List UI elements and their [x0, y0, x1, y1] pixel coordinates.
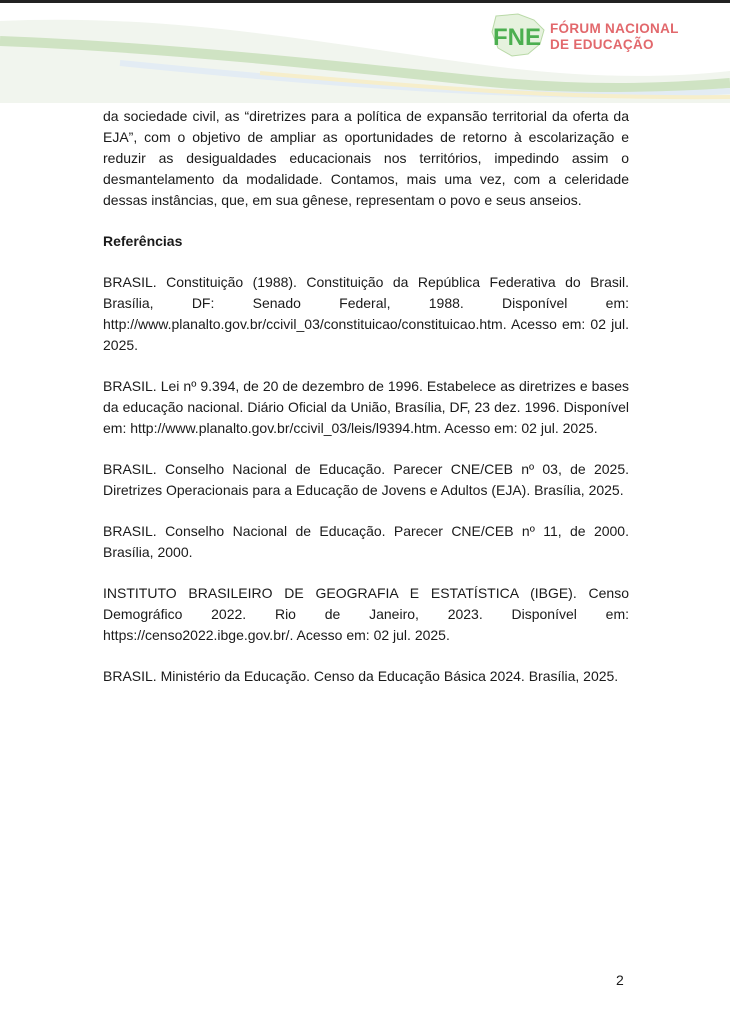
- intro-paragraph: da sociedade civil, as “diretrizes para a política de expansão territorial da oferta da EJA”, com o objetivo de ampliar as oportunidades de retorno à escolarização e reduzir as desigualdades educacionais nos territórios, impedindo assim o desmantelamento da modalidade. Contamos, mais uma vez, com a celeridade dessas instâncias, que, em sua gênese, representam o povo e seus anseios.: [103, 108, 629, 208]
- reference-item: BRASIL. Conselho Nacional de Educação. Parecer CNE/CEB nº 11, de 2000. Brasília, 2000.: [103, 523, 629, 560]
- fne-logo: [488, 12, 678, 58]
- page-number: 2: [616, 972, 624, 988]
- references-heading: Referências: [103, 233, 183, 249]
- reference-item: BRASIL. Lei nº 9.394, de 20 de dezembro de 1996. Estabelece as diretrizes e bases da educação nacional. Diário Oficial da União, Brasília, DF, 23 dez. 1996. Disponível em: http://www.planalto.gov.br/ccivil_03/leis/l9394.htm. Acesso em: 02 jul. 2025.: [103, 378, 629, 436]
- fne-logo-letters: FNE: [493, 24, 541, 51]
- reference-item: INSTITUTO BRASILEIRO DE GEOGRAFIA E ESTATÍSTICA (IBGE). Censo Demográfico 2022. Rio de Janeiro, 2023. Disponível em: https://censo2022.ibge.gov.br/. Acesso em: 02 jul. 2025.: [103, 585, 629, 643]
- reference-item: BRASIL. Conselho Nacional de Educação. Parecer CNE/CEB nº 03, de 2025. Diretrizes Operacionais para a Educação de Jovens e Adultos (EJA). Brasília, 2025.: [103, 461, 629, 498]
- logo-line-2: DE EDUCAÇÃO: [550, 37, 654, 52]
- reference-item: BRASIL. Ministério da Educação. Censo da Educação Básica 2024. Brasília, 2025.: [103, 668, 619, 684]
- document-body: [103, 106, 629, 687]
- reference-item: BRASIL. Constituição (1988). Constituição da República Federativa do Brasil. Brasília, DF: Senado Federal, 1988. Disponível em: http://www.planalto.gov.br/ccivil_03/constituicao/constituicao.htm. Acesso em: 02 jul. 2025.: [103, 274, 629, 353]
- logo-line-1: FÓRUM NACIONAL: [550, 21, 679, 36]
- logo-text: [550, 21, 679, 53]
- fne-logo-mark: [488, 12, 550, 58]
